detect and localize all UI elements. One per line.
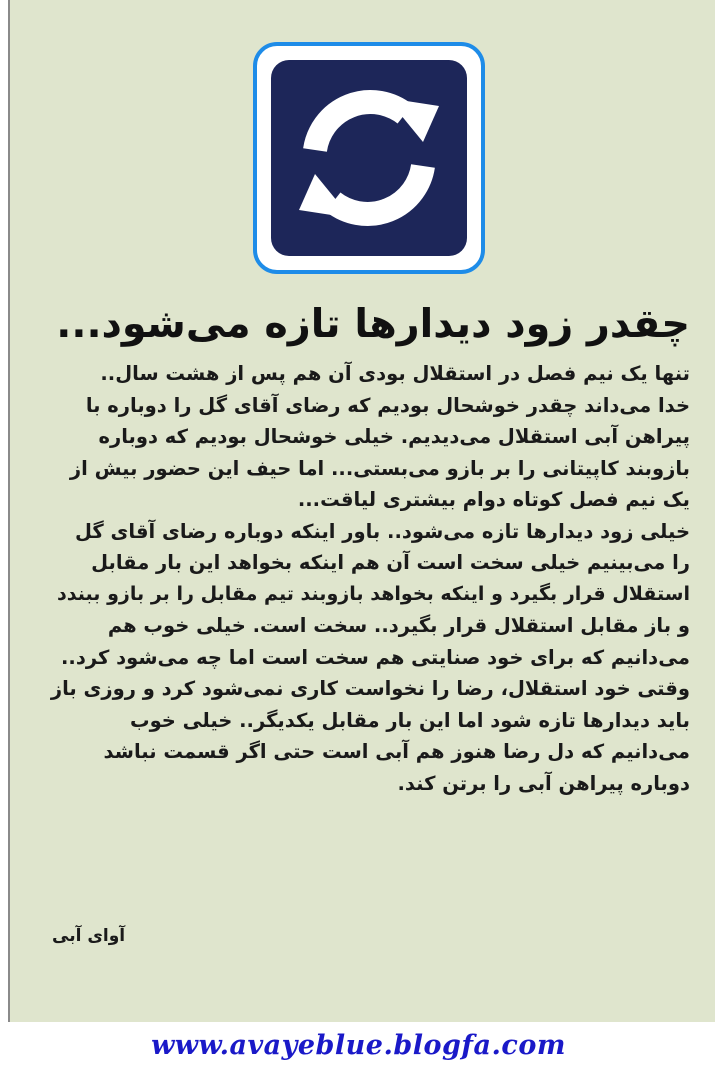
body-line: تنها یک نیم فصل در استقلال بودی آن هم پس از هشت سال.. [100, 362, 690, 385]
body-line: می‌دانیم که دل رضا هنوز هم آبی است حتی اگر قسمت نباشد [103, 740, 690, 763]
article-body [50, 358, 690, 799]
body-line: یک نیم فصل کوتاه دوام بیشتری لیاقت... [297, 488, 690, 511]
body-line: دوباره پیراهن آبی را برتن کند. [397, 771, 690, 795]
body-line: و باز مقابل استقلال قرار بگیرد.. سخت است. خیلی خوب هم [107, 614, 690, 637]
icon-frame [253, 42, 485, 274]
body-line: وقتی خود استقلال، رضا را نخواست کاری نمی‌شود کرد و روزی باز [50, 677, 690, 700]
author-signature: آوای آبی [52, 926, 126, 946]
body-line: استقلال قرار بگیرد و اینکه بخواهد بازوبند تیم مقابل را بر بازو ببندد [56, 582, 690, 605]
article-headline: چقدر زود دیدارها تازه می‌شود... [56, 301, 690, 347]
article-panel [8, 0, 715, 1022]
refresh-icon [289, 78, 449, 238]
body-line: می‌دانیم که برای خود صنایتی هم سخت است اما چه می‌شود کرد.. [61, 645, 690, 669]
icon-tile [271, 60, 467, 256]
body-line: خیلی زود دیدارها تازه می‌شود.. باور اینکه دوباره رضای آقای گل [75, 519, 690, 543]
body-line: باید دیدارها تازه شود اما این بار مقابل یکدیگر.. خیلی خوب [129, 708, 690, 732]
body-line: پیراهن آبی استقلال می‌دیدیم. خیلی خوشحال بودیم که دوباره [98, 425, 690, 448]
body-line: خدا می‌داند چقدر خوشحال بودیم که رضای آقای گل را دوباره با [85, 393, 690, 417]
blog-url-link[interactable]: www.avayeblue.blogfa.com [151, 1030, 566, 1061]
body-line: بازوبند کاپیتانی را بر بازو می‌بستی... اما حیف این حضور بیش از [69, 456, 690, 480]
body-line: را می‌بینیم خیلی سخت است آن هم اینکه بخواهد این بار مقابل [91, 551, 690, 574]
